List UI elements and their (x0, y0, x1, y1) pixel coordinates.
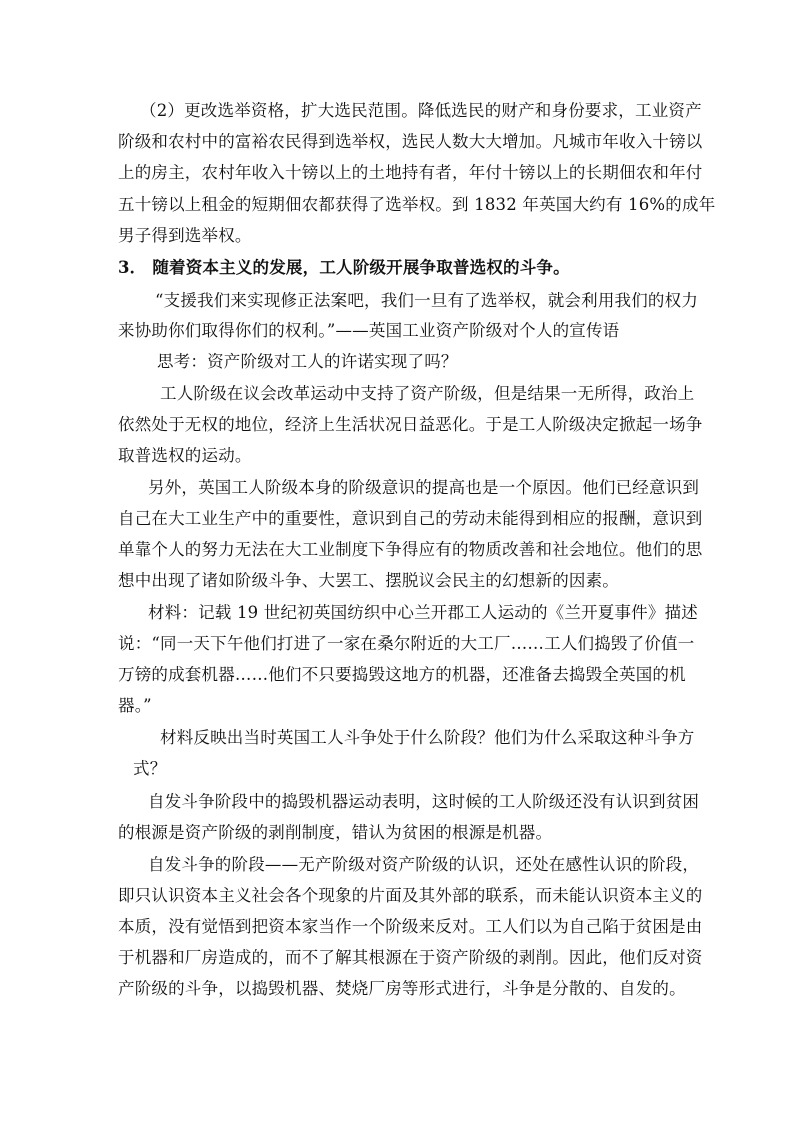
question-line: 式？ (133, 759, 167, 778)
text-line: 阶级和农村中的富裕农民得到选举权，选民人数大大增加。凡城市年收入十镑以 (118, 132, 703, 151)
text-line: 自发斗争阶段中的捣毁机器运动表明，这时候的工人阶级还没有认识到贫困 (148, 792, 700, 811)
material-line: 万镑的成套机器……他们不只要捣毁这地方的机器，还准备去捣毁全英国的机 (118, 665, 686, 684)
material-line: 器。” (118, 696, 152, 715)
text-line: 于机器和厂房造成的，而不了解其根源在于资产阶级的剥削。因此，他们反对资 (118, 948, 703, 967)
text-line: 工人阶级在议会改革运动中支持了资产阶级，但是结果一无所得，政治上 (160, 384, 695, 403)
text-line: “支援我们来实现修正法案吧，我们一旦有了选举权，就会利用我们的权力 (155, 291, 699, 310)
text-line: 的根源是资产阶级的剥削制度，错认为贫困的根源是机器。 (118, 823, 553, 842)
text-line: 另外，英国工人阶级本身的阶级意识的提高也是一个原因。他们已经意识到 (148, 478, 700, 497)
material-line: 材料：记载 19 世纪初英国纺织中心兰开郡工人运动的《兰开夏事件》描述 (148, 603, 698, 622)
text-line: （2）更改选举资格，扩大选民范围。降低选民的财产和身份要求，工业资产 (140, 101, 702, 120)
text-line: 依然处于无权的地位，经济上生活状况日益恶化。于是工人阶级决定掀起一场争 (118, 415, 703, 434)
text-line: 男子得到选举权。 (118, 226, 252, 245)
text-line: 单靠个人的努力无法在大工业制度下争得应有的物质改善和社会地位。他们的思 (118, 540, 703, 559)
text-line: 五十镑以上租金的短期佃农都获得了选举权。到 1832 年英国大约有 16%的成年 (118, 195, 716, 214)
text-line: 产阶级的斗争，以捣毁机器、焚烧厂房等形式进行，斗争是分散的、自发的。 (118, 979, 686, 998)
text-line: 取普选权的运动。 (118, 446, 252, 465)
text-line: 上的房主，农村年收入十镑以上的土地持有者，年付十镑以上的长期佃农和年付 (118, 163, 703, 182)
text-line: 即只认识资本主义社会各个现象的片面及其外部的联系，而未能认识资本主义的 (118, 886, 703, 905)
text-line: 来协助你们取得你们的权利。”——英国工业资产阶级对个人的宣传语 (118, 321, 620, 340)
text-line: 自己在大工业生产中的重要性，意识到自己的劳动未能得到相应的报酬，意识到 (118, 509, 703, 528)
question-line: 思考：资产阶级对工人的许诺实现了吗？ (157, 352, 458, 371)
text-line: 想中出现了诸如阶级斗争、大罢工、摆脱议会民主的幻想新的因素。 (118, 571, 619, 590)
text-line: 本质，没有觉悟到把资本家当作一个阶级来反对。工人们以为自己陷于贫困是由 (118, 917, 703, 936)
text-line: 自发斗争的阶段——无产阶级对资产阶级的认识，还处在感性认识的阶段， (148, 855, 700, 874)
question-line: 材料反映出当时英国工人斗争处于什么阶段？他们为什么采取这种斗争方 (160, 728, 695, 747)
section-heading: 3． 随着资本主义的发展，工人阶级开展争取普选权的斗争。 (118, 258, 570, 277)
material-line: 说：“同一天下午他们打进了一家在桑尔附近的大工厂……工人们捣毁了价值一 (118, 634, 695, 653)
